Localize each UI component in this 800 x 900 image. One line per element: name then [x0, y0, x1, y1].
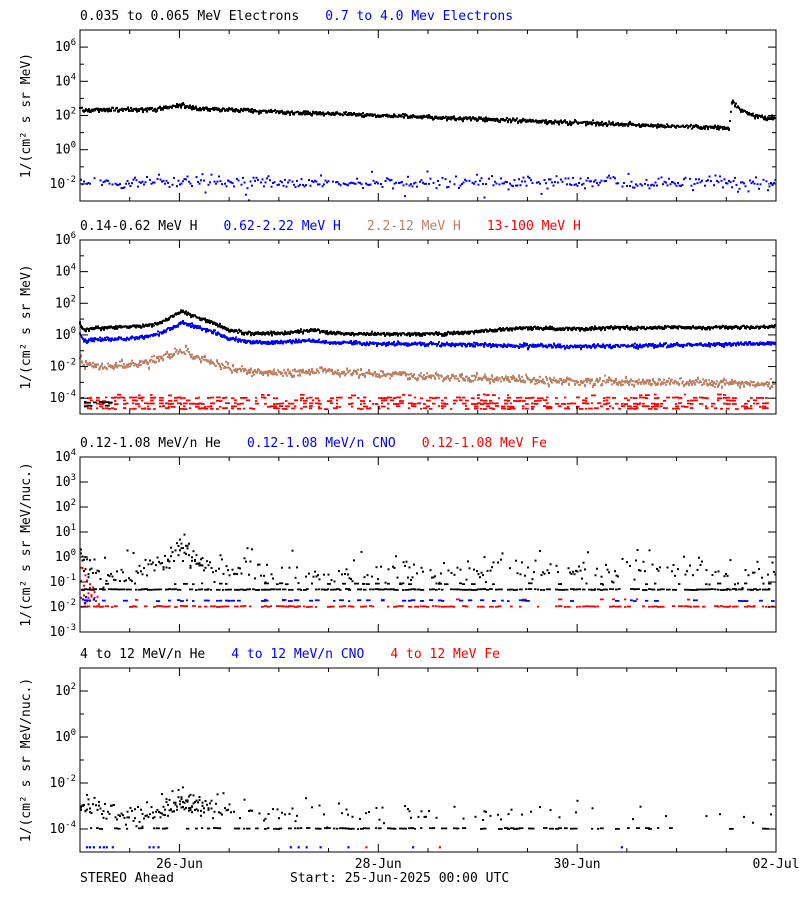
panel-2 [19, 219, 776, 414]
y-tick-label: $10^{-2}$ [49, 174, 76, 192]
x-tick-label: 28-Jun [354, 857, 402, 872]
x-tick-label: 26-Jun [155, 857, 203, 872]
panel-title-segment: 0.14-0.62 MeV H [80, 219, 198, 234]
y-tick-label: $10^2$ [54, 498, 76, 515]
y-tick-label: $10^0$ [54, 140, 76, 158]
panel-title-segment: 4 to 12 MeV/n CNO [231, 647, 365, 662]
panel-title-segment: 0.12-1.08 MeV Fe [421, 436, 547, 451]
y-tick-label: $10^{-4}$ [49, 389, 76, 407]
y-tick-label: $10^3$ [54, 473, 76, 490]
panel-title-segment: 13-100 MeV H [486, 219, 581, 234]
panel-frame [80, 668, 776, 852]
y-tick-label: $10^{-2}$ [49, 774, 76, 791]
panel-title-segment: 0.12-1.08 MeV/n CNO [246, 436, 396, 451]
x-tick-label: 02-Jul [752, 857, 800, 872]
y-tick-label: $10^4$ [54, 262, 76, 280]
y-tick-label: $10^6$ [54, 231, 76, 248]
y-tick-label: $10^2$ [54, 682, 76, 699]
start-time-label: Start: 25-Jun-2025 00:00 UTC [290, 871, 510, 886]
panel-title-segment: 0.7 to 4.0 Mev Electrons [325, 9, 514, 24]
y-tick-label: $10^4$ [54, 72, 76, 90]
panel-1 [19, 9, 777, 201]
panel-title-segment: 0.62-2.22 MeV H [223, 219, 341, 234]
y-tick-label: $10^0$ [54, 325, 76, 343]
y-axis-label: 1/(cm² s sr MeV) [19, 52, 34, 179]
y-tick-label: $10^{-1}$ [49, 573, 76, 590]
panel-title-segment: 4 to 12 MeV/n He [80, 647, 206, 662]
spacecraft-label: STEREO Ahead [80, 871, 174, 886]
y-tick-label: $10^{-2}$ [49, 598, 76, 615]
y-tick-label: $10^{-4}$ [49, 820, 76, 837]
y-tick-label: $10^6$ [54, 38, 76, 56]
y-tick-label: $10^{-2}$ [49, 357, 76, 375]
y-tick-label: $10^2$ [54, 106, 76, 124]
y-axis-label: 1/(cm² s sr MeV/nuc.) [19, 677, 34, 843]
panel-title-segment: 2.2-12 MeV H [366, 219, 461, 234]
y-tick-label: $10^4$ [54, 448, 76, 465]
panel-title-segment: 4 to 12 MeV Fe [390, 647, 500, 662]
y-tick-label: $10^2$ [54, 294, 76, 312]
y-tick-label: $10^0$ [54, 728, 76, 745]
y-axis-label: 1/(cm² s sr MeV) [19, 264, 34, 390]
panel-4 [19, 647, 776, 852]
y-tick-label: $10^0$ [54, 548, 76, 565]
y-axis-label: 1/(cm² s sr MeV/nuc.) [19, 462, 34, 627]
y-tick-label: $10^1$ [54, 523, 76, 540]
panel-title-segment: 0.12-1.08 MeV/n He [80, 436, 221, 451]
panel-3 [19, 436, 777, 640]
x-tick-label: 30-Jun [553, 857, 601, 872]
panel-title-segment: 0.035 to 0.065 MeV Electrons [80, 9, 300, 24]
y-tick-label: $10^{-3}$ [49, 623, 76, 640]
